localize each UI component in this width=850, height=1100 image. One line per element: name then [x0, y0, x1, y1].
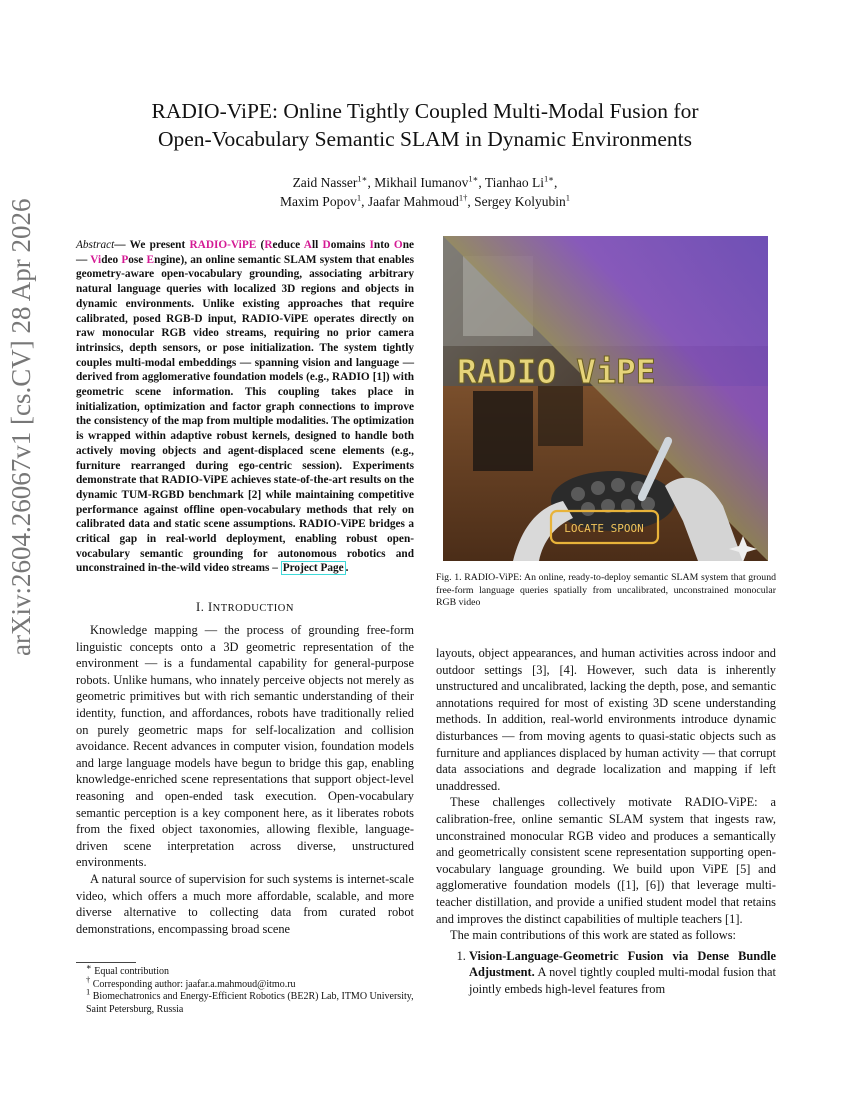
right-paragraph-2: These challenges collectively motivate RADIO-ViPE: a calibration-free, online semantic SLAM system that ingests raw, unconstrained monocular RGB video and produces a semantically and geometrically consistent scene representation supporting open-vocabulary language grounding. We build upon ViPE [5] and agglomerative foundation models ([1], [6]) that leverage multi-teacher distillation, and provide a unified student model that retains and improves the distinct capabilities of multiple teachers [1]. [436, 795, 776, 926]
left-column-body [76, 622, 414, 937]
footnote-mark: † [86, 974, 91, 985]
author-affil: 1∗ [544, 173, 555, 184]
logo-wordmark: RADIO ViPE [457, 352, 656, 391]
footnote-text: Biomechatronics and Energy-Efficient Robotics (BE2R) Lab, ITMO University, Saint Petersburg, Russia [86, 991, 414, 1015]
contributions-list [436, 948, 776, 998]
acronym-word: omains [330, 239, 370, 251]
acronym-word: ll [311, 239, 323, 251]
contribution-title: Vision-Language-Geometric Fusion via Dense Bundle Adjustment. [469, 948, 776, 980]
author-name: Mikhail Iumanov [374, 175, 469, 190]
footnote-mark: 1 [86, 986, 91, 997]
title-line-1: RADIO-ViPE: Online Tightly Coupled Multi-Modal Fusion for [151, 99, 699, 123]
title-line-2: Open-Vocabulary Semantic SLAM in Dynamic Environments [157, 127, 692, 151]
figure-1-image [443, 236, 768, 561]
acronym-word: deo [101, 253, 122, 266]
acronym-word: ose [128, 253, 147, 266]
contribution-text: A novel tightly coupled multi-modal fusion that jointly embeds high-level features from [469, 965, 776, 996]
section-number: I. [196, 600, 208, 614]
author-affil: 1† [458, 192, 468, 203]
author-affil: 1 [356, 192, 362, 203]
footnote-rule [76, 962, 136, 963]
acronym-letter: A [303, 239, 312, 251]
acronym-letter: E [146, 253, 155, 266]
intro-paragraph-1: Knowledge mapping — the process of grounding free-form linguistic concepts onto a 3D geometric representation of the environment — is a fundamental capability for general-purpose robots. Unlike humans, who innately perceive objects not merely as geometric primitives but with rich semantic understanding of their identity, function, and affordances, robots have traditionally relied on purely geometric maps for self-localization and collision avoidance. Recent advances in computer vision, foundation models and large language models have begun to bridge this gap, enabling knowledge-enriched scene representations that support object-level reasoning and open-ended task execution. Open-vocabulary semantic perception is a key component here, as it liberates robots from the fixed object taxonomies, allowing flexible, language-driven scene interpretation across diverse, unstructured environments. [76, 623, 414, 870]
abstract-text: ( [256, 239, 265, 251]
acronym-word: ne — [76, 239, 414, 266]
method-name: RADIO-ViPE [189, 239, 257, 251]
author-name: Sergey Kolyubin [474, 194, 566, 209]
author-name: Maxim Popov [279, 194, 357, 209]
author-list: Zaid Nasser$^{1∗}$, Mikhail Iumanov$^{1∗}$, Tianhao $Li^{1∗}$, Maxim Popov$^1$, Jaafar Mahmoud$^{1\dagger}$, Sergey Kolyubin$^1$ [279, 173, 571, 209]
author-affil: 1∗ [357, 173, 368, 184]
abstract-label: Abstract [76, 239, 115, 251]
acronym-letter: O [393, 239, 403, 251]
kitchen-scene-illustration [443, 236, 768, 561]
author-affil: 1 [565, 192, 571, 203]
figure-1-caption: Fig. 1. RADIO-ViPE: An online, ready-to-deploy semantic SLAM system that ground free-form language queries spatially from uncalibrated, unconstrained monocular RGB video [436, 572, 776, 609]
footnote-text: Equal contribution [91, 966, 169, 977]
arxiv-sidebar-id: arXiv:2604.26067v1 [cs.CV] 28 Apr 2026 [6, 198, 36, 656]
paper-title [60, 97, 790, 153]
acronym-word: ngine [154, 253, 181, 266]
acronym-letter: I [369, 239, 374, 251]
abstract [76, 238, 414, 576]
acronym-word: educe [272, 239, 304, 251]
project-page-link[interactable]: Project Page [282, 562, 344, 575]
intro-paragraph-2: A natural source of supervision for such systems is internet-scale video, which offers a much more affordable, scalable, and more diverse alternative to collecting data from curated robot demonstrations, encompassing broad scene [76, 871, 414, 936]
acronym-letter: Vi [90, 253, 102, 266]
acronym-letter: D [322, 239, 331, 251]
section-title-rest: NTRODUCTION [212, 603, 294, 614]
footnotes [76, 961, 414, 1016]
author-name: Jaafar Mahmoud [367, 194, 459, 209]
author-name: Zaid Nasser [292, 175, 358, 190]
section-heading-introduction [76, 600, 414, 615]
author-affil: 1∗ [468, 173, 479, 184]
right-column-body [436, 645, 776, 997]
right-paragraph-1: layouts, object appearances, and human activities across indoor and outdoor settings [3], [4]. However, such data is inherently unstructured and uncalibrated, lacking the depth, pose, and semantic annotations required for most of existing 3D scene understanding methods. In addition, real-world environments introduce dynamic disturbances — from moving agents to quasi-static objects such as furniture and appliances displaced by human activity — that corrupt data associations and degrade localization and mapping if left unaddressed. [436, 646, 776, 793]
footnote-text: Corresponding author: jaafar.a.mahmoud@itmo.ru [90, 978, 296, 990]
abstract-lead: — We present [114, 239, 190, 251]
author-name: Tianhao Li [484, 175, 545, 190]
acronym-letter: P [121, 253, 129, 266]
locate-spoon-label: LOCATE SPOON [564, 522, 644, 535]
contribution-item [469, 948, 776, 998]
acronym-letter: R [264, 239, 273, 251]
abstract-body: ), an online semantic SLAM system that enables geometry-aware open-vocabulary grounding, associating arbitrary natural language queries with localized 3D regions and objects in dynamic environments. Unlike existing approaches that require calibrated, posed RGB-D input, RADIO-ViPE operates directly on raw monocular RGB video streams, requiring no prior camera intrinsics, depth sensors, or pose initialization. The system tightly couples multi-modal embeddings — spanning vision and language — derived from agglomerative foundation models (e.g., RADIO [1]) with geometric scene information. This coupling takes place in initialization, optimization and factor graph connections to improve the consistency of the map from multiple modalities. The optimization is wrapped within adaptive robust kernels, designed to handle both actively moving objects and agent-displaced scene elements (e.g., furniture rearranged during ego-centric session). Experiments demonstrate that RADIO-ViPE achieves state-of-the-art results on the dynamic TUM-RGBD benchmark [2] while maintaining competitive performance against offline open-vocabulary methods that rely on calibrated data and static scene assumptions. RADIO-ViPE bridges a critical gap in real-world deployment, enabling robust open-vocabulary semantic grounding for autonomous robotics and unconstrained in-the-wild video streams – [76, 253, 414, 575]
acronym-word: nto [373, 239, 394, 251]
right-paragraph-3: The main contributions of this work are stated as follows: [450, 928, 736, 943]
section-initial: I [207, 600, 213, 614]
abstract-end: . [345, 562, 349, 575]
footnote-mark: ∗ [86, 961, 92, 972]
